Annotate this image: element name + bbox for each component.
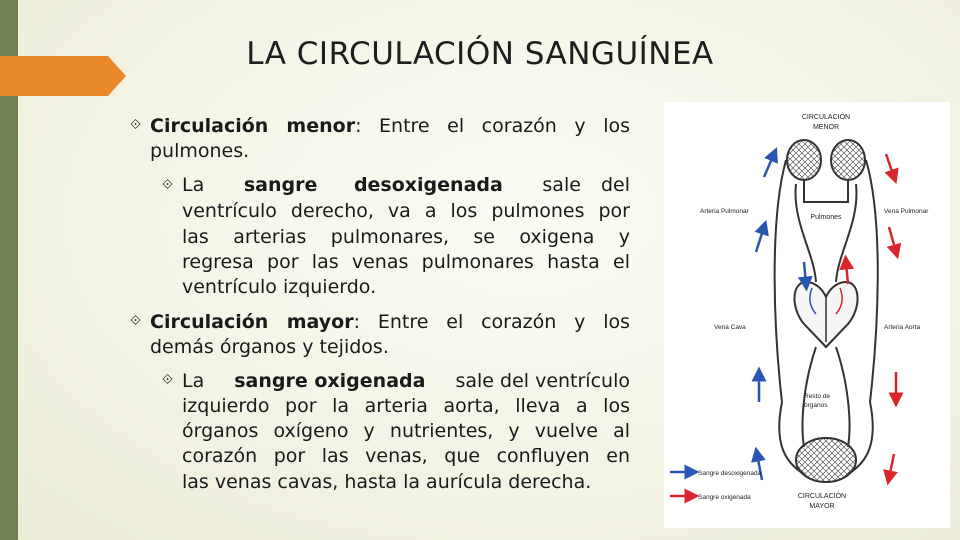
label-pulmones: Pulmones (810, 214, 842, 221)
label-circulacion-menor-2: MENOR (812, 124, 840, 131)
bullet-2-line-2: ventrículo derecho, va a los pulmones por (182, 200, 630, 222)
heart (794, 282, 857, 347)
bullet-2-line-3: las arterias pulmonares, se oxigena y (182, 226, 630, 248)
diamond-arrow-icon: ⟐ (162, 372, 174, 388)
label-circulacion-mayor-2: MAYOR (809, 503, 835, 510)
diamond-arrow-icon: ⟐ (162, 177, 174, 193)
circulation-diagram (664, 102, 950, 528)
bullet-4-line-5: las venas cavas, hasta la aurícula derecha. (182, 471, 592, 493)
bullet-4-line-3: órganos oxígeno y nutrientes, y vuelve al (182, 420, 630, 442)
slide-title: LA CIRCULACIÓN SANGUÍNEA (246, 36, 714, 72)
label-vena-cava: Vena Cava (714, 324, 746, 331)
lungs (775, 140, 878, 402)
bullet-4-bold: sangre oxigenada (234, 370, 426, 392)
label-circulacion-mayor-1: CIRCULACIÓN (797, 493, 847, 500)
legend (670, 470, 762, 501)
bullet-2-line-4: regresa por las venas pulmonares hasta el (182, 251, 630, 273)
bullet-1-bold: Circulación menor (150, 115, 356, 137)
bullet-2-line-5: ventrículo izquierdo. (182, 276, 377, 298)
legend-desoxigenada: Sangre desoxigenada (698, 470, 762, 477)
label-arteria-aorta: Arteria Aorta (884, 324, 921, 331)
bullet-4-line-2: izquierdo por la arteria aorta, lleva a los (182, 395, 630, 417)
legend-oxigenada: Sangre oxigenada (698, 494, 751, 501)
diamond-arrow-icon: ⟐ (130, 313, 142, 329)
circulation-diagram-svg (664, 102, 950, 528)
bullet-4-line-4: corazón por las venas, que confluyen en (182, 445, 630, 467)
diamond-arrow-icon: ⟐ (130, 117, 142, 133)
bullet-4-line-1: La sangre oxigenada sale del ventrículo (182, 370, 630, 392)
bullet-3-bold: Circulación mayor (150, 311, 354, 333)
bullet-2-line-1: La sangre desoxigenada sale del (182, 174, 630, 196)
label-circulacion-menor-1: CIRCULACIÓN (801, 114, 851, 121)
label-arteria-pulmonar: Arteria Pulmonar (700, 208, 749, 215)
bullet-3-line-1: Circulación mayor: Entre el corazón y los (150, 311, 630, 333)
label-resto-2: órganos (804, 402, 828, 409)
label-vena-pulmonar: Vena Pulmonar (884, 208, 929, 215)
label-resto-1: Resto de (804, 393, 831, 400)
bullet-1-line-2: pulmones. (150, 140, 250, 162)
bullet-3-line-2: demás órganos y tejidos. (150, 336, 389, 358)
bullet-2-bold: sangre desoxigenada (243, 174, 503, 196)
bullet-1-line-1: Circulación menor: Entre el corazón y los (150, 115, 631, 137)
organs (796, 438, 856, 482)
